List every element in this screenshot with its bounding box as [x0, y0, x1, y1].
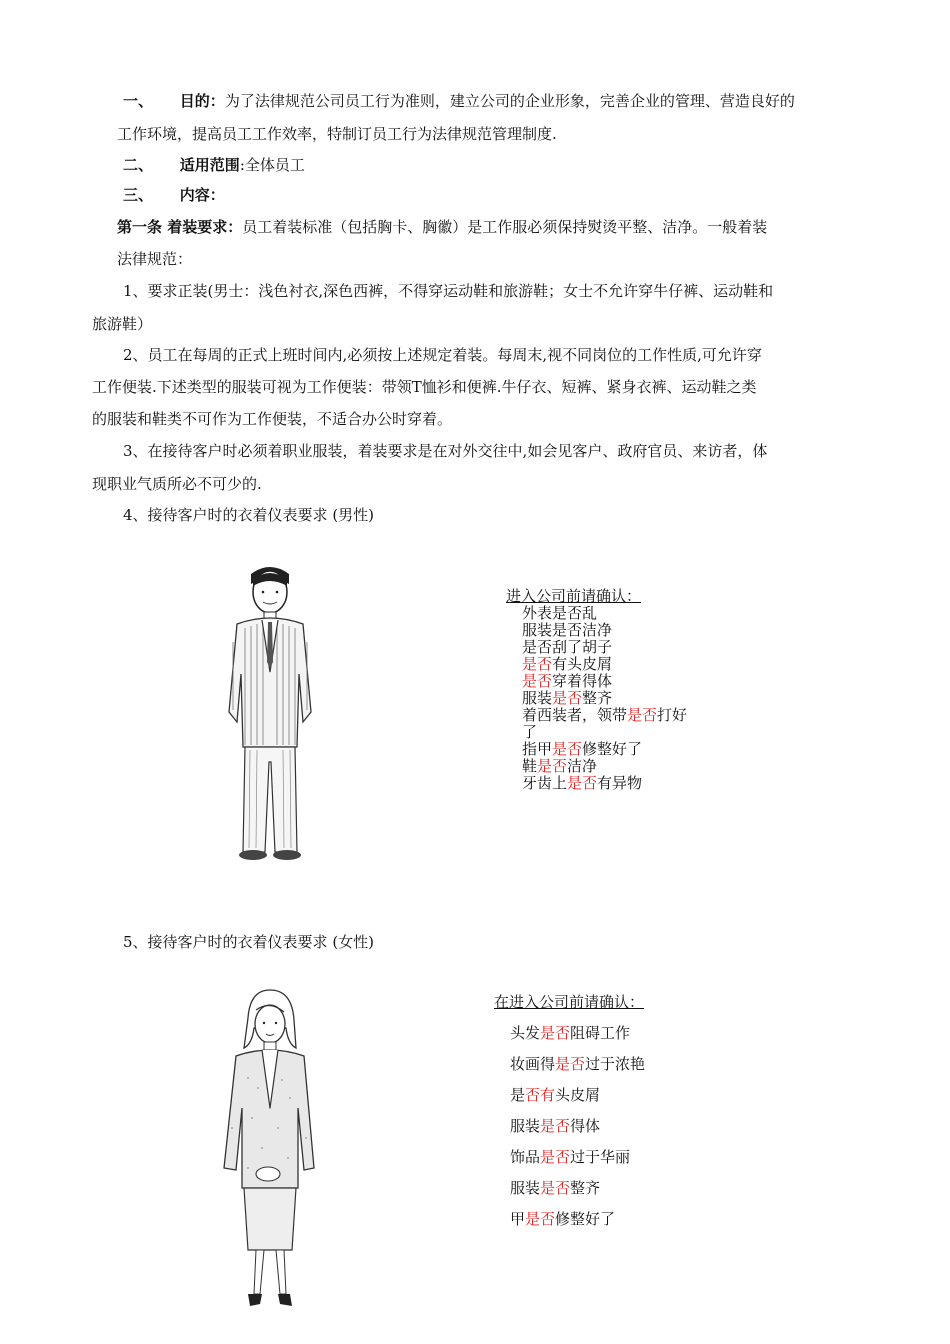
- checklist-item: [510, 1085, 600, 1105]
- checklist-text: 指甲: [522, 740, 553, 758]
- checklist-item: [510, 1178, 600, 1198]
- item2-text: 2、员工在每周的正式上班时间内,必须按上述规定着装。每周末,视不同岗位的工作性质,可允许穿: [123, 346, 762, 364]
- checklist-text: 服装: [510, 1117, 541, 1135]
- checklist-item: [522, 656, 612, 673]
- highlight-text: 是否: [540, 1117, 571, 1135]
- highlight-text: 是否: [522, 672, 553, 690]
- item2-line-3: [92, 409, 452, 429]
- section-number: 二、: [123, 156, 154, 174]
- checklist-text: 妆画得: [510, 1055, 556, 1073]
- checklist-item: [522, 639, 612, 656]
- checklist-text: 饰品: [510, 1148, 541, 1166]
- checklist-text: 整齐: [570, 1179, 601, 1197]
- content-line: [123, 185, 225, 205]
- checklist-item: [510, 1116, 600, 1136]
- highlight-text: 是否: [555, 1055, 586, 1073]
- checklist-item: [522, 758, 597, 775]
- checklist-item: [522, 775, 642, 792]
- scope-text: :全体员工: [239, 156, 305, 174]
- checklist-text: 有头皮屑: [552, 655, 613, 673]
- highlight-text: 否有: [525, 1086, 556, 1104]
- item5-text: 5、接待客户时的衣着仪表要求 (女性): [123, 933, 375, 951]
- section-number: 三、: [123, 186, 154, 204]
- checklist-item: [522, 622, 612, 639]
- highlight-text: 是否: [522, 655, 553, 673]
- checklist-item: [522, 605, 597, 622]
- highlight-text: 是否: [525, 1210, 556, 1228]
- purpose-text-cont: 工作环境，提高员工工作效率，特制订员工行为法律规范管理制度.: [117, 125, 557, 143]
- checklist-text: 着西装者，领带: [522, 706, 628, 724]
- checklist-text: 甲: [510, 1210, 526, 1228]
- highlight-text: 是否: [537, 757, 568, 775]
- item5-title: [123, 932, 374, 952]
- item3-text-cont: 现职业气质所必不可少的.: [92, 475, 262, 493]
- checklist-text: 服装: [522, 689, 553, 707]
- checklist-text: 修整好了: [582, 740, 643, 758]
- highlight-text: 是否: [552, 740, 583, 758]
- article1-heading: 第一条 着装要求：: [117, 218, 243, 236]
- content-heading: 内容：: [179, 186, 225, 204]
- checklist-text: 洁净: [567, 757, 598, 775]
- checklist-item: [522, 673, 612, 690]
- scope-heading: 适用范围: [179, 156, 240, 174]
- article1-line-2: [117, 249, 192, 269]
- checklist-text: 得体: [570, 1117, 601, 1135]
- checklist-text: 是否刮了胡子: [522, 638, 613, 656]
- checklist-item: [510, 1147, 630, 1167]
- article1-text: 员工着装标准（包括胸卡、胸徽）是工作服必须保持熨烫平整、洁净。一般着装: [242, 218, 768, 236]
- purpose-heading: 目的：: [179, 92, 225, 110]
- item3-text: 3、在接待客户时必须着职业服装，着装要求是在对外交往中,如会见客户、政府官员、来访者，体: [123, 442, 768, 460]
- item1-line-2: [92, 314, 152, 334]
- item4-text: 4、接待客户时的衣着仪表要求 (男性): [123, 506, 375, 524]
- item2-line-2: [92, 377, 757, 397]
- checklist-item: [522, 707, 687, 724]
- highlight-text: 是否: [627, 706, 658, 724]
- checklist-item: [522, 724, 537, 741]
- checklist-text: 鞋: [522, 757, 538, 775]
- article1-text-cont: 法律规范：: [117, 250, 193, 268]
- checklist-text: 修整好了: [555, 1210, 616, 1228]
- checklist-text: 过于浓艳: [585, 1055, 646, 1073]
- highlight-text: 是否: [552, 689, 583, 707]
- highlight-text: 是否: [540, 1148, 571, 1166]
- checklist-text: 有异物: [597, 774, 643, 792]
- checklist-text: 牙齿上: [522, 774, 568, 792]
- checklist-text: 整齐: [582, 689, 613, 707]
- item2-text-cont: 的服装和鞋类不可作为工作便装，不适合办公时穿着。: [92, 410, 453, 428]
- highlight-text: 是否: [540, 1179, 571, 1197]
- item2-text-cont: 工作便装.下述类型的服装可视为工作便装：带领T恤衫和便裤.牛仔衣、短裤、紧身衣裤、运动鞋之类: [92, 378, 757, 396]
- female-checklist-title: 在进入公司前请确认：: [494, 993, 645, 1011]
- checklist-text: 服装: [510, 1179, 541, 1197]
- purpose-line-1: [123, 91, 795, 111]
- checklist-item: [510, 1054, 645, 1074]
- highlight-text: 是否: [540, 1024, 571, 1042]
- item3-line-1: [123, 441, 767, 461]
- checklist-text: 是: [510, 1086, 526, 1104]
- checklist-item: [522, 741, 642, 758]
- checklist-item: [510, 1209, 615, 1229]
- item1-text-cont: 旅游鞋）: [92, 315, 153, 333]
- checklist-item: [522, 690, 612, 707]
- purpose-line-2: [117, 124, 557, 144]
- item4-title: [123, 505, 374, 525]
- checklist-text: 了: [522, 723, 538, 741]
- item1-text: 1、要求正装(男士：浅色衬衣,深色西裤，不得穿运动鞋和旅游鞋；女士不允许穿牛仔裤、运动鞋和: [123, 282, 774, 300]
- article1-line-1: [117, 217, 767, 237]
- checklist-text: 外表是否乱: [522, 604, 598, 622]
- checklist-text: 头发: [510, 1024, 541, 1042]
- male-figure-illustration: [215, 562, 325, 864]
- checklist-text: 过于华丽: [570, 1148, 631, 1166]
- checklist-text: 头皮屑: [555, 1086, 601, 1104]
- checklist-text: 穿着得体: [552, 672, 613, 690]
- scope-line: [123, 155, 305, 175]
- section-number: 一、: [123, 92, 154, 110]
- checklist-item: [510, 1023, 630, 1043]
- checklist-text: 打好: [657, 706, 688, 724]
- checklist-text: 阻碍工作: [570, 1024, 631, 1042]
- checklist-text: 服装是否洁净: [522, 621, 613, 639]
- item2-line-1: [123, 345, 762, 365]
- male-checklist-title: 进入公司前请确认：: [506, 587, 642, 605]
- female-figure-illustration: [218, 988, 320, 1312]
- item1-line-1: [123, 281, 773, 301]
- item3-line-2: [92, 474, 262, 494]
- purpose-text: 为了法律规范公司员工行为准则，建立公司的企业形象，完善企业的管理、营造良好的: [224, 92, 795, 110]
- highlight-text: 是否: [567, 774, 598, 792]
